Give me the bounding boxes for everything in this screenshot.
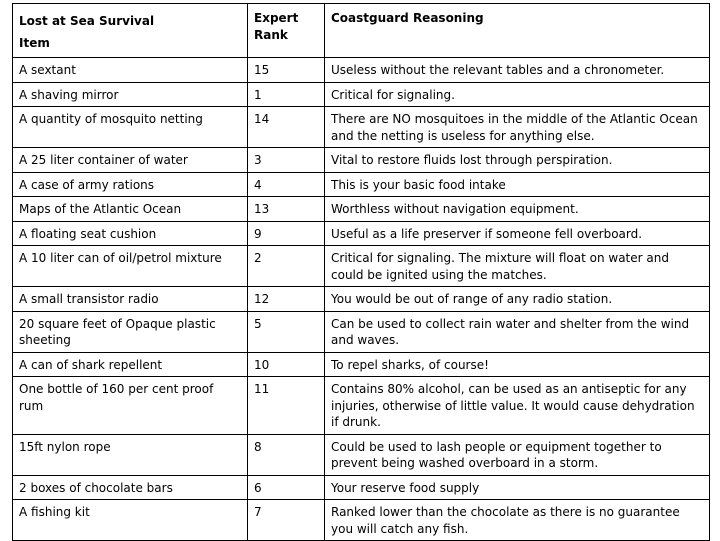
header-rank-line2: Rank [254, 28, 288, 42]
table-row [13, 246, 710, 287]
item-cell: A floating seat cushion [13, 221, 248, 246]
item-cell: 15ft nylon rope [13, 434, 248, 475]
rank-cell: 2 [248, 246, 325, 287]
item-cell: 20 square feet of Opaque plastic sheeting [13, 311, 248, 352]
header-reasoning-label: Coastguard Reasoning [331, 11, 484, 25]
table-row [13, 58, 710, 83]
table-row [13, 475, 710, 500]
rank-cell: 6 [248, 475, 325, 500]
item-cell: A shaving mirror [13, 82, 248, 107]
rank-cell: 12 [248, 287, 325, 312]
table-row [13, 311, 710, 352]
header-item-label: Item [19, 36, 50, 50]
rank-cell: 3 [248, 148, 325, 173]
table-row [13, 197, 710, 222]
rank-cell: 1 [248, 82, 325, 107]
item-cell: One bottle of 160 per cent proof rum [13, 377, 248, 435]
item-cell: A quantity of mosquito netting [13, 107, 248, 148]
reasoning-cell: Useless without the relevant tables and a chronometer. [325, 58, 710, 83]
table-row [13, 352, 710, 377]
rank-cell: 8 [248, 434, 325, 475]
reasoning-cell: Could be used to lash people or equipment together to prevent being washed overboard in a storm. [325, 434, 710, 475]
reasoning-cell: Critical for signaling. The mixture will float on water and could be ignited using the matches. [325, 246, 710, 287]
table-row [13, 377, 710, 435]
header-item [13, 4, 248, 58]
reasoning-cell: Worthless without navigation equipment. [325, 197, 710, 222]
table-body [13, 58, 710, 541]
reasoning-cell: To repel sharks, of course! [325, 352, 710, 377]
item-cell: 2 boxes of chocolate bars [13, 475, 248, 500]
table-row [13, 82, 710, 107]
rank-cell: 5 [248, 311, 325, 352]
table-row [13, 172, 710, 197]
table-header-row [13, 4, 710, 58]
item-cell: A sextant [13, 58, 248, 83]
rank-cell: 7 [248, 500, 325, 541]
reasoning-cell: Contains 80% alcohol, can be used as an antiseptic for any injuries, otherwise of little value. It would cause dehydration if drunk. [325, 377, 710, 435]
item-cell: Maps of the Atlantic Ocean [13, 197, 248, 222]
reasoning-cell: This is your basic food intake [325, 172, 710, 197]
table-row [13, 107, 710, 148]
rank-cell: 15 [248, 58, 325, 83]
item-cell: A 10 liter can of oil/petrol mixture [13, 246, 248, 287]
rank-cell: 9 [248, 221, 325, 246]
header-rank-line1: Expert [254, 11, 299, 25]
reasoning-cell: Can be used to collect rain water and shelter from the wind and waves. [325, 311, 710, 352]
rank-cell: 11 [248, 377, 325, 435]
rank-cell: 13 [248, 197, 325, 222]
table-row [13, 500, 710, 541]
rank-cell: 10 [248, 352, 325, 377]
header-expert-rank [248, 4, 325, 58]
table-row [13, 434, 710, 475]
reasoning-cell: Ranked lower than the chocolate as there is no guarantee you will catch any fish. [325, 500, 710, 541]
item-cell: A case of army rations [13, 172, 248, 197]
item-cell: A can of shark repellent [13, 352, 248, 377]
reasoning-cell: Vital to restore fluids lost through perspiration. [325, 148, 710, 173]
table-row [13, 287, 710, 312]
item-cell: A fishing kit [13, 500, 248, 541]
item-cell: A 25 liter container of water [13, 148, 248, 173]
rank-cell: 4 [248, 172, 325, 197]
reasoning-cell: Your reserve food supply [325, 475, 710, 500]
reasoning-cell: There are NO mosquitoes in the middle of the Atlantic Ocean and the netting is useless for anything else. [325, 107, 710, 148]
header-coastguard-reasoning [325, 4, 710, 58]
item-cell: A small transistor radio [13, 287, 248, 312]
table-row [13, 148, 710, 173]
survival-ranking-table [12, 3, 710, 541]
rank-cell: 14 [248, 107, 325, 148]
header-item-title: Lost at Sea Survival [19, 14, 155, 28]
reasoning-cell: Useful as a life preserver if someone fell overboard. [325, 221, 710, 246]
reasoning-cell: Critical for signaling. [325, 82, 710, 107]
reasoning-cell: You would be out of range of any radio station. [325, 287, 710, 312]
table-row [13, 221, 710, 246]
